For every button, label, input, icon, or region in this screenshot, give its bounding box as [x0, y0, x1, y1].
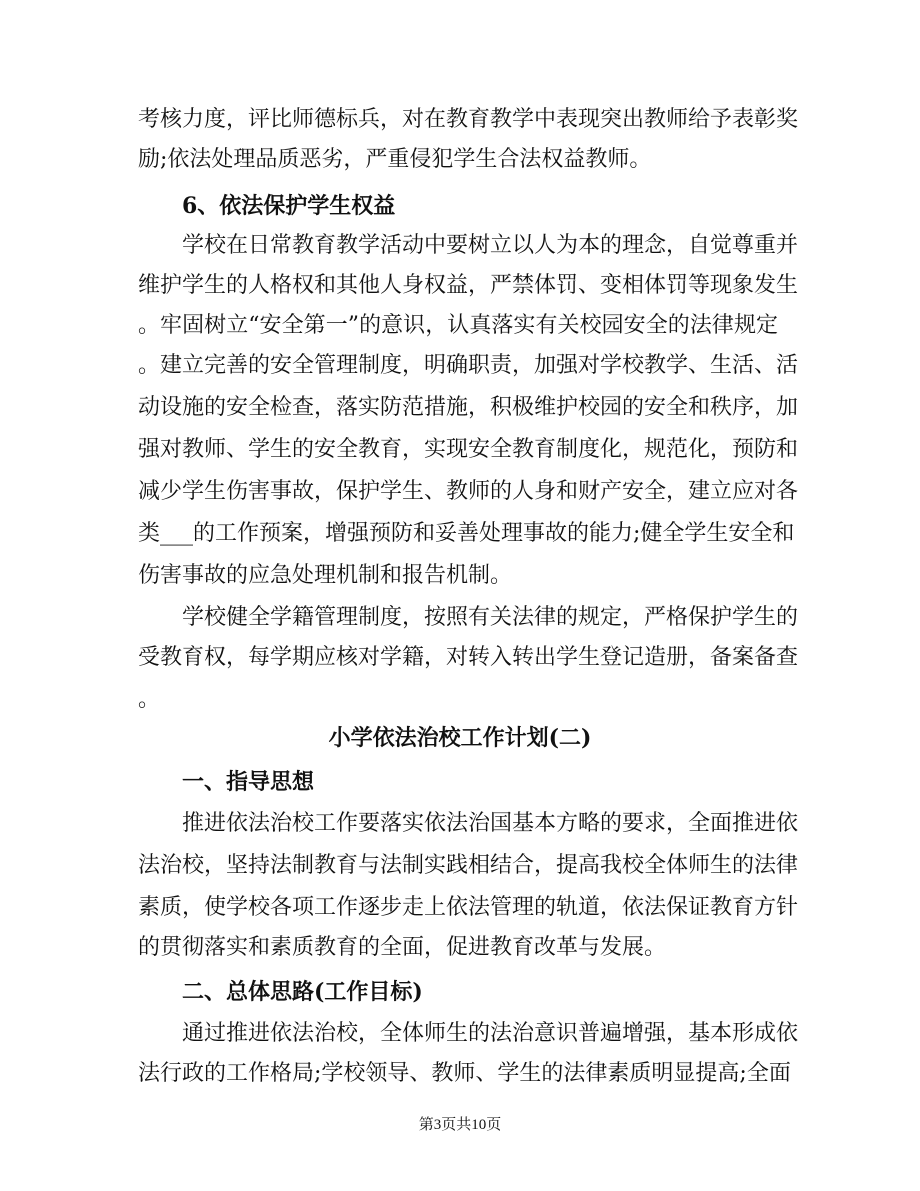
document-title: 小学依法治校工作计划(二): [328, 725, 592, 751]
body-text-line: 。牢固树立“安全第一”的意识，认真落实有关校园安全的法律规定: [138, 313, 778, 338]
body-text-line: 法行政的工作格局;学校领导、教师、学生的法律素质明显提高;全面: [138, 1061, 791, 1086]
body-text-line: 强对教师、学生的安全教育，实现安全教育制度化，规范化，预防和: [138, 437, 799, 462]
body-text-line: 类___的工作预案，增强预防和妥善处理事故的能力;健全学生安全和: [138, 521, 795, 546]
body-text-line: 。建立完善的安全管理制度，明确职责，加强对学校教学、生活、活: [138, 353, 799, 378]
body-text-line: 受教育权，每学期应核对学籍，对转入转出学生登记造册，备案备查: [138, 645, 799, 670]
page-number: 第3页共10页: [418, 1117, 502, 1133]
body-text-line: 动设施的安全检查，落实防范措施，积极维护校园的安全和秩序，加: [138, 395, 799, 420]
section-heading: 二、总体思路(工作目标): [182, 979, 423, 1005]
body-text-line: 伤害事故的应急处理机制和报告机制。: [138, 563, 513, 588]
body-text-line: 法治校，坚持法制教育与法制实践相结合，提高我校全体师生的法律: [138, 853, 799, 878]
body-text-line: 的贯彻落实和素质教育的全面，促进教育改革与发展。: [138, 935, 667, 960]
body-text-line: 维护学生的人格权和其他人身权益，严禁体罚、变相体罚等现象发生: [138, 273, 799, 298]
body-text-line: 减少学生伤害事故，保护学生、教师的人身和财产安全，建立应对各: [138, 479, 799, 504]
section-heading: 一、指导思想: [182, 769, 315, 795]
body-text-line: 学校在日常教育教学活动中要树立以人为本的理念，自觉尊重并: [182, 233, 799, 258]
body-text-line: 通过推进依法治校，全体师生的法治意识普遍增强，基本形成依: [182, 1021, 799, 1046]
body-text-line: 学校健全学籍管理制度，按照有关法律的规定，严格保护学生的: [182, 605, 799, 630]
body-text-line: 素质，使学校各项工作逐步走上依法管理的轨道，依法保证教育方针: [138, 895, 799, 920]
body-text-line: 。: [138, 687, 161, 712]
section-heading: 6、依法保护学生权益: [182, 193, 396, 219]
body-text-line: 考核力度，评比师德标兵，对在教育教学中表现突出教师给予表彰奖: [138, 107, 799, 132]
body-text-line: 励;依法处理品质恶劣，严重侵犯学生合法权益教师。: [138, 147, 652, 172]
body-text-line: 推进依法治校工作要落实依法治国基本方略的要求，全面推进依: [182, 811, 799, 836]
